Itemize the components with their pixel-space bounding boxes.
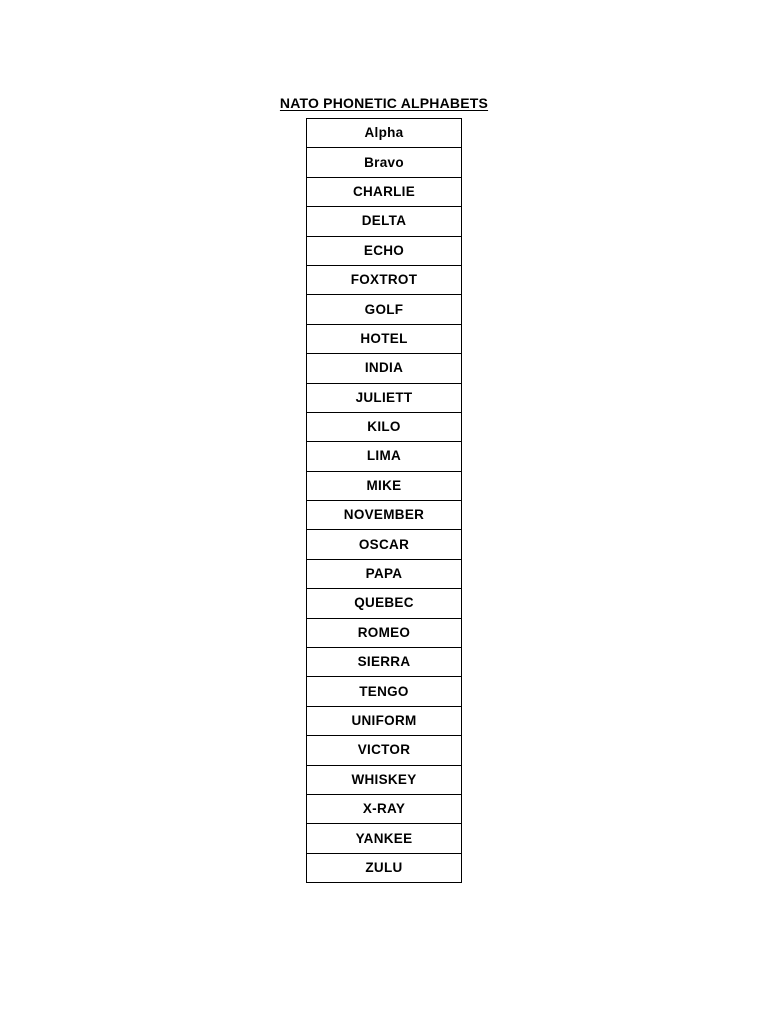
table-row — [307, 442, 462, 471]
table-cell: ROMEO — [307, 618, 462, 647]
nato-alphabet-table — [306, 118, 462, 883]
table-cell: HOTEL — [307, 324, 462, 353]
table-cell: ZULU — [307, 853, 462, 882]
table-row — [307, 119, 462, 148]
table-cell: NOVEMBER — [307, 501, 462, 530]
table-row — [307, 501, 462, 530]
table-cell: OSCAR — [307, 530, 462, 559]
table-row — [307, 618, 462, 647]
table-row — [307, 530, 462, 559]
table-row — [307, 177, 462, 206]
table-row — [307, 677, 462, 706]
table-row — [307, 824, 462, 853]
table-row — [307, 589, 462, 618]
table-row — [307, 853, 462, 882]
table-cell: Bravo — [307, 148, 462, 177]
alphabet-table-container — [306, 118, 462, 883]
table-cell: ECHO — [307, 236, 462, 265]
table-cell: FOXTROT — [307, 265, 462, 294]
table-cell: UNIFORM — [307, 706, 462, 735]
table-cell: JULIETT — [307, 383, 462, 412]
table-cell: X-RAY — [307, 794, 462, 823]
table-row — [307, 383, 462, 412]
page-title — [0, 95, 768, 111]
table-cell: SIERRA — [307, 648, 462, 677]
table-cell: TENGO — [307, 677, 462, 706]
table-row — [307, 148, 462, 177]
table-cell: YANKEE — [307, 824, 462, 853]
table-cell: DELTA — [307, 207, 462, 236]
table-row — [307, 471, 462, 500]
table-row — [307, 706, 462, 735]
page-title-text: NATO PHONETIC ALPHABETS — [279, 95, 489, 111]
table-row — [307, 648, 462, 677]
table-cell: QUEBEC — [307, 589, 462, 618]
table-row — [307, 265, 462, 294]
table-cell: WHISKEY — [307, 765, 462, 794]
table-cell: PAPA — [307, 559, 462, 588]
table-cell: MIKE — [307, 471, 462, 500]
table-cell: LIMA — [307, 442, 462, 471]
table-cell: GOLF — [307, 295, 462, 324]
table-row — [307, 765, 462, 794]
table-row — [307, 207, 462, 236]
table-row — [307, 794, 462, 823]
table-cell: INDIA — [307, 354, 462, 383]
table-cell: VICTOR — [307, 736, 462, 765]
table-row — [307, 295, 462, 324]
table-cell: CHARLIE — [307, 177, 462, 206]
table-row — [307, 236, 462, 265]
table-row — [307, 736, 462, 765]
table-cell: KILO — [307, 412, 462, 441]
table-row — [307, 324, 462, 353]
table-row — [307, 354, 462, 383]
table-row — [307, 559, 462, 588]
table-row — [307, 412, 462, 441]
table-cell: Alpha — [307, 119, 462, 148]
